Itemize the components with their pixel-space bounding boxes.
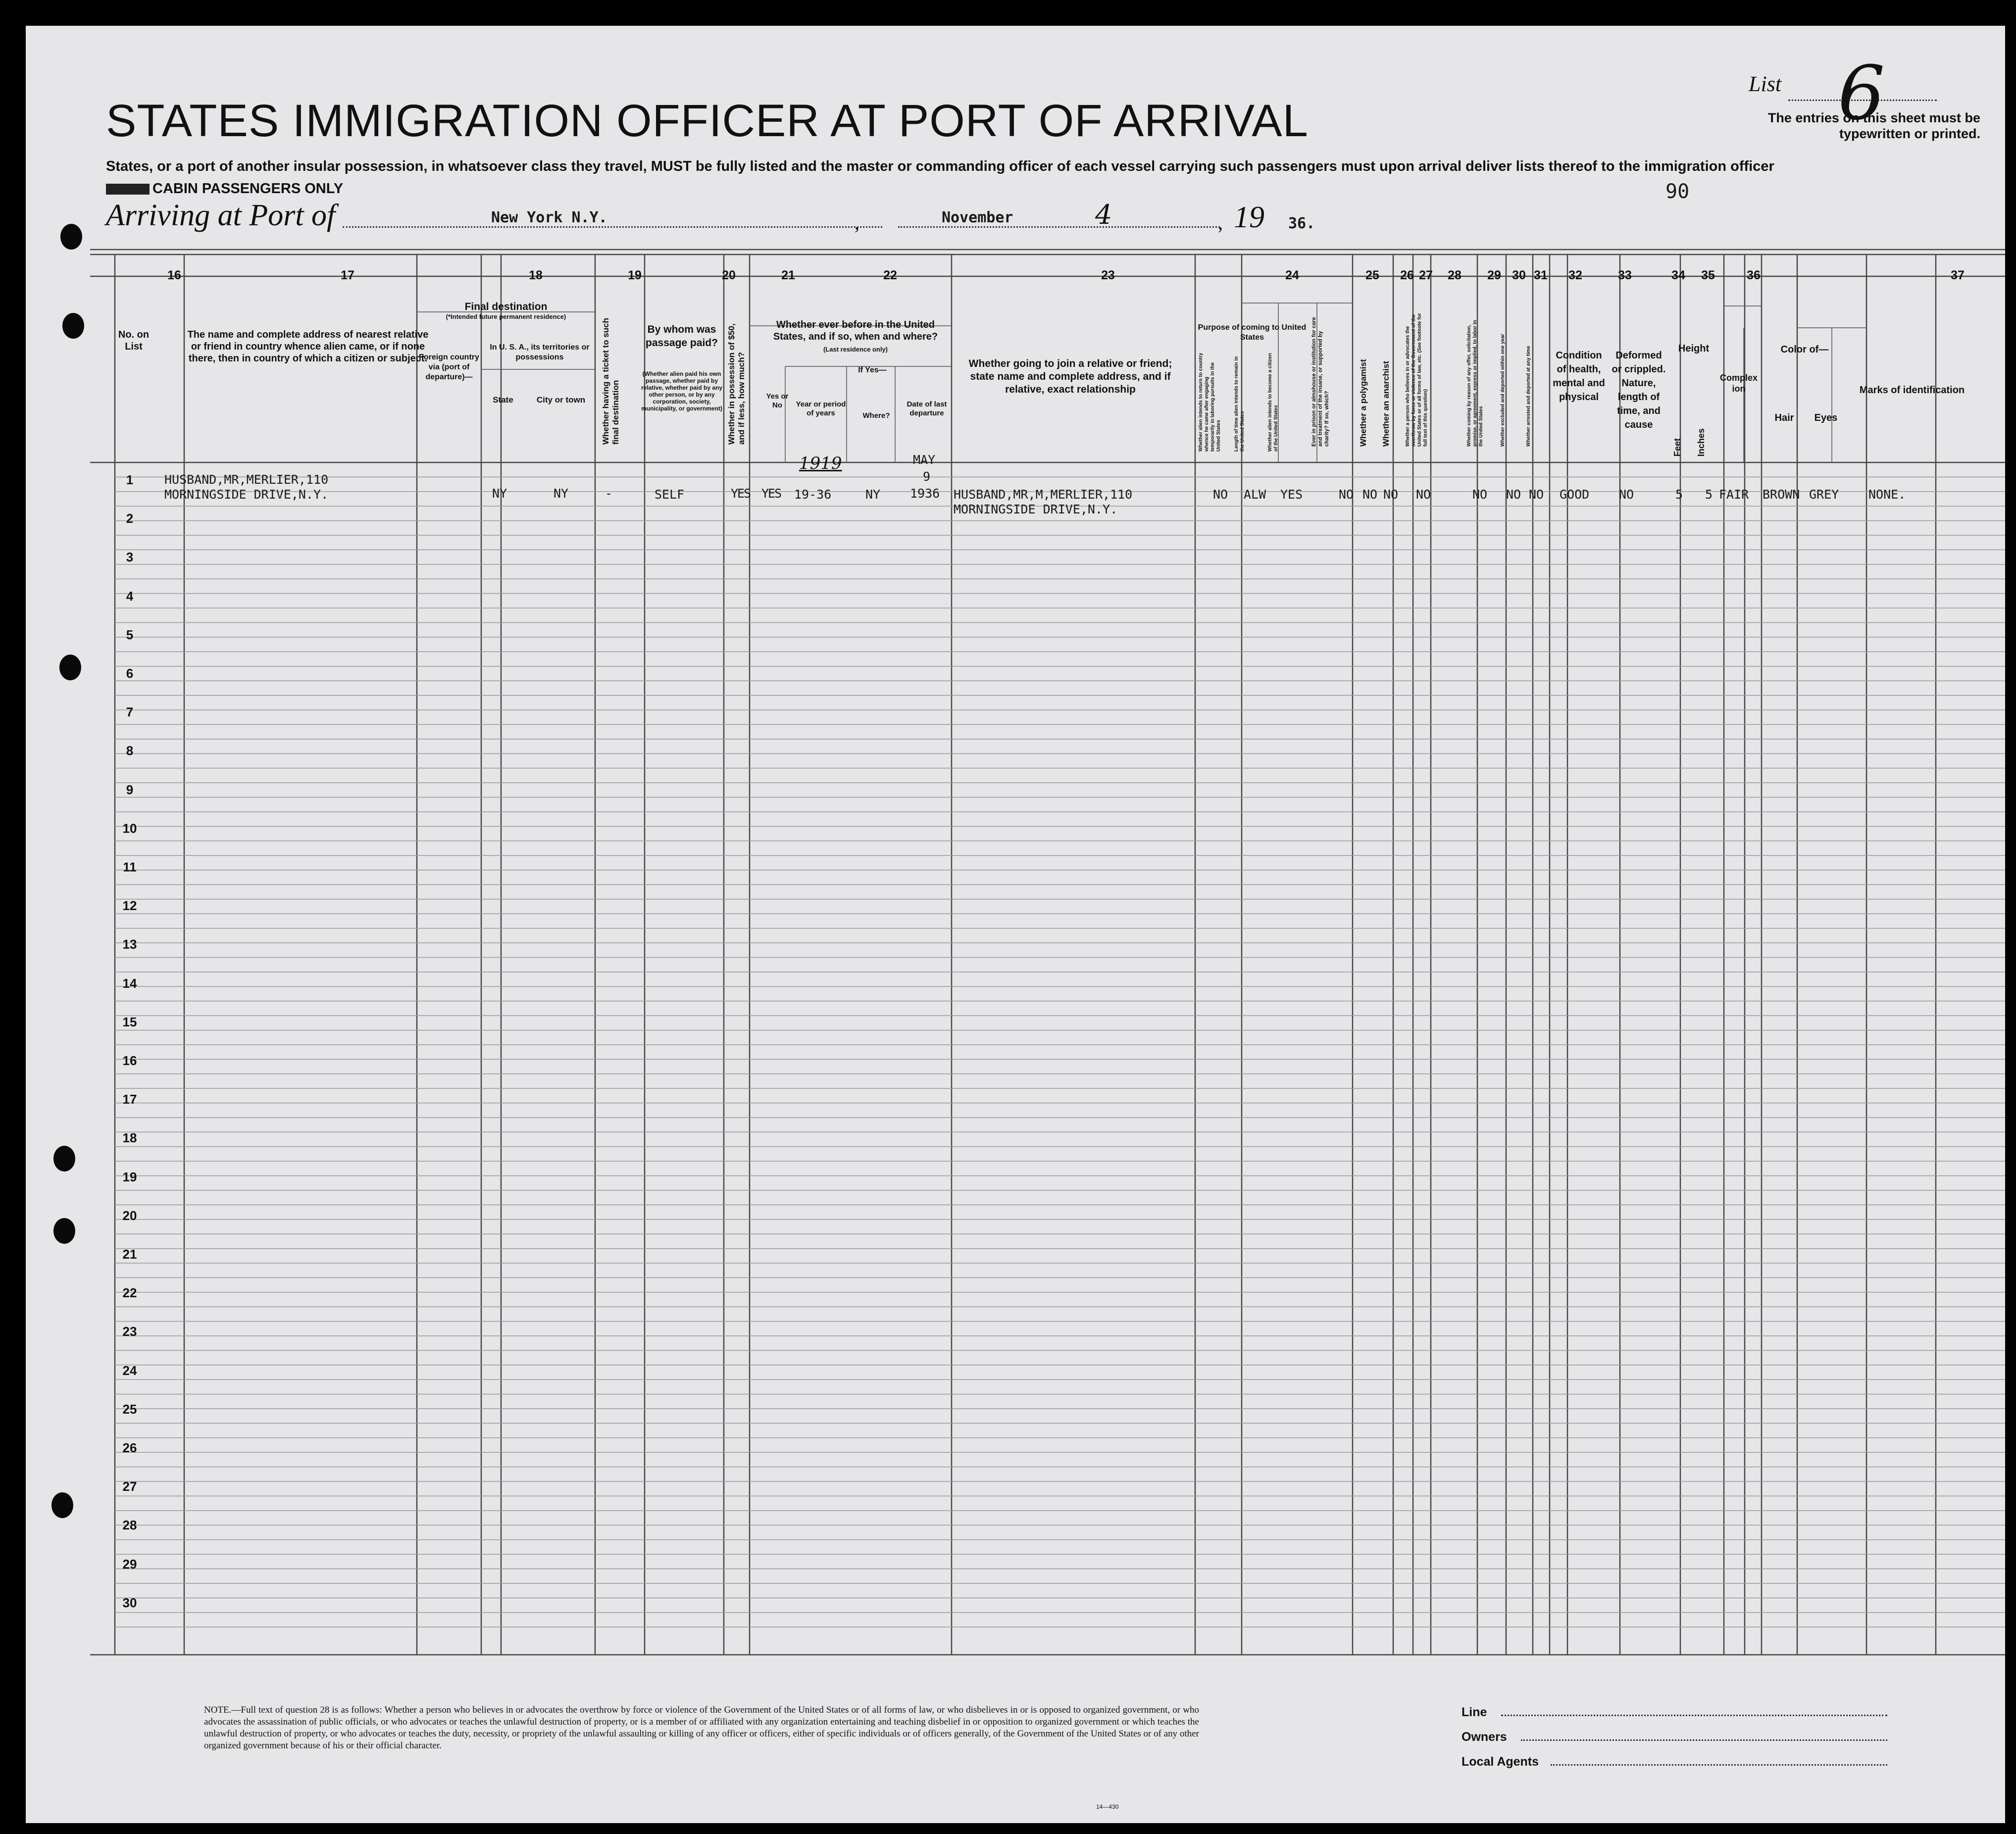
entry-departure-month: MAY bbox=[913, 453, 936, 467]
arrival-month: November bbox=[942, 209, 1013, 226]
header-relative-abroad: The name and complete address of nearest relative or friend in country whence alien came, or if none there, then in country of which a citizen or subject. bbox=[187, 329, 429, 364]
local-agents-label: Local Agents bbox=[1462, 1755, 1539, 1769]
line-label: Line bbox=[1462, 1705, 1487, 1719]
column-number: 33 bbox=[1618, 268, 1632, 282]
header-in-usa: In U. S. A., its territories or possessions bbox=[490, 343, 590, 361]
column-number: 19 bbox=[628, 268, 642, 282]
list-number: 6 bbox=[1838, 51, 1885, 137]
entry-feet: 5 bbox=[1675, 487, 1683, 502]
port-of-arrival: New York N.Y. bbox=[491, 209, 607, 226]
entry-departure-day: 9 bbox=[923, 469, 931, 484]
year-prefix: 19 bbox=[1234, 201, 1264, 234]
entry-years: 19-36 bbox=[794, 487, 832, 502]
row-number: 16 bbox=[122, 1053, 137, 1068]
entry-year-handwritten: 1919 bbox=[799, 454, 842, 473]
column-number: 20 bbox=[722, 268, 736, 282]
comma: , bbox=[855, 211, 859, 234]
header-overthrow: Whether a person who believes in or advocates the overthrow by force or violence of the Government of the United States or of all forms of law, etc. (See footnote for full text of this question) bbox=[1405, 313, 1428, 447]
header-deported: Whether arrested and deported at any time bbox=[1526, 346, 1531, 447]
entry-deformed: NO bbox=[1619, 487, 1634, 502]
entry-passage-paid-by: SELF bbox=[655, 487, 685, 502]
header-complexion: Complexion bbox=[1719, 373, 1758, 394]
entry-health: GOOD bbox=[1560, 487, 1590, 502]
entry-excluded: NO bbox=[1506, 487, 1521, 502]
row-number: 9 bbox=[126, 782, 134, 797]
entry-deported: NO bbox=[1529, 487, 1544, 502]
punch-hole bbox=[53, 1146, 75, 1172]
entry-marks: NONE. bbox=[1868, 487, 1906, 502]
header-joining-relative: Whether going to join a relative or friend; state name and complete address, and if relative, exact relationship bbox=[968, 358, 1172, 395]
header-yes-no: Yes or No bbox=[766, 392, 789, 409]
header-prison: Ever in prison or almshouse or institution for care and treatment of the insane, or supported by charity? If so, which? bbox=[1311, 317, 1330, 447]
entry-length-of-stay: ALW bbox=[1244, 487, 1266, 502]
entry-prison: NO bbox=[1339, 487, 1354, 502]
header-purpose-citizen: Whether alien intends to become a citizen of the United States bbox=[1267, 353, 1279, 452]
row-number: 24 bbox=[122, 1363, 137, 1378]
header-purpose-length: Length of time alien intends to remain in the United States bbox=[1234, 356, 1245, 452]
row-number: 8 bbox=[126, 743, 134, 759]
row-number: 11 bbox=[123, 860, 137, 874]
column-number: 23 bbox=[1101, 268, 1115, 282]
redaction-mark bbox=[106, 184, 150, 195]
row-number: 17 bbox=[122, 1092, 137, 1107]
header-color-of: Color of— bbox=[1780, 344, 1829, 355]
header-deformed: Deformed or crippled. Nature, length of time, and cause bbox=[1612, 350, 1666, 430]
header-ticket: Whether having a ticket to such final destination bbox=[601, 318, 620, 445]
cabin-label-text: CABIN PASSENGERS ONLY bbox=[152, 181, 344, 197]
row-number: 30 bbox=[122, 1595, 137, 1610]
comma: , bbox=[1218, 211, 1223, 234]
punch-hole bbox=[59, 655, 81, 680]
column-number: 37 bbox=[1951, 268, 1965, 282]
row-number: 1 bbox=[126, 472, 134, 487]
entry-where: NY bbox=[865, 487, 881, 502]
entry-anarchist: NO bbox=[1383, 487, 1399, 502]
header-passage-paid: By whom was passage paid? bbox=[646, 324, 718, 349]
punch-hole bbox=[60, 224, 82, 250]
column-number: 21 bbox=[781, 268, 795, 282]
row-number: 2 bbox=[126, 511, 134, 526]
entry-been-in-us: YES bbox=[761, 486, 781, 501]
header-health: Condition of health, mental and physical bbox=[1553, 350, 1605, 403]
year-suffix: 36. bbox=[1288, 215, 1315, 232]
row-number: 12 bbox=[122, 898, 137, 914]
manifest-table-grid bbox=[90, 249, 2005, 1681]
column-number: 16 bbox=[167, 268, 181, 282]
row-number: 27 bbox=[122, 1479, 137, 1494]
row-number: 7 bbox=[126, 705, 134, 720]
header-purpose: Purpose of coming to United States bbox=[1198, 323, 1307, 342]
header-if-yes: If Yes— bbox=[858, 366, 887, 374]
header-eyes: Eyes bbox=[1814, 412, 1838, 423]
list-label: List bbox=[1749, 72, 1782, 96]
column-number: 28 bbox=[1448, 268, 1462, 282]
column-number: 22 bbox=[883, 268, 897, 282]
row-number: 23 bbox=[122, 1324, 137, 1339]
header-excluded: Whether excluded and deported within one year bbox=[1500, 334, 1506, 447]
entry-overthrow: NO bbox=[1416, 487, 1431, 502]
header-last-residence: (Last residence only) bbox=[823, 346, 888, 353]
header-ever-in-us: Whether ever before in the United States, and if so, when and where? bbox=[773, 319, 938, 342]
form-number: 14—430 bbox=[1096, 1803, 1119, 1810]
entry-relative-abroad-line1: HUSBAND,MR,MERLIER,110 bbox=[164, 472, 329, 487]
header-labor-offer: Whether coming by reason of any offer, solicitation, promise, or agreement, express or implied, to labor in the United States bbox=[1466, 320, 1484, 447]
header-final-destination-sub: (*Intended future permanent residence) bbox=[446, 313, 566, 320]
manifest-page bbox=[26, 26, 2005, 1823]
header-feet: Feet bbox=[1672, 438, 1682, 457]
arrival-day: 4 bbox=[1095, 199, 1112, 230]
entries-instruction: The entries on this sheet must be typewritten or printed. bbox=[1767, 110, 1980, 141]
row-number: 28 bbox=[122, 1518, 137, 1533]
row-number: 4 bbox=[126, 588, 134, 604]
header-purpose-return: Whether alien intends to return to country whence he came after engaging temporarily in laboring pursuits in the United States bbox=[1198, 353, 1221, 452]
header-height: Height bbox=[1678, 343, 1710, 354]
document-title: STATES IMMIGRATION OFFICER AT PORT OF ARRIVAL bbox=[106, 96, 1309, 146]
header-no-on-list: No. on List bbox=[118, 329, 150, 352]
row-number: 6 bbox=[126, 666, 134, 681]
entry-state: NY bbox=[492, 486, 507, 501]
entry-return-intent: NO bbox=[1213, 487, 1228, 502]
row-number: 5 bbox=[126, 627, 134, 642]
column-number: 32 bbox=[1568, 268, 1582, 282]
header-state: State bbox=[493, 395, 513, 405]
column-number: 17 bbox=[341, 268, 354, 282]
arriving-label: Arriving at Port of bbox=[106, 199, 336, 232]
column-number: 24 bbox=[1285, 268, 1299, 282]
entry-ticket: - bbox=[605, 486, 613, 501]
header-where: Where? bbox=[862, 411, 890, 420]
row-number: 15 bbox=[122, 1014, 137, 1029]
header-polygamist: Whether a polygamist bbox=[1359, 359, 1368, 447]
entry-become-citizen: YES bbox=[1280, 487, 1303, 502]
punch-hole bbox=[51, 1492, 73, 1518]
column-number: 25 bbox=[1365, 268, 1379, 282]
header-foreign-country: Foreign country via (port of departure)— bbox=[419, 353, 479, 381]
row-number: 14 bbox=[122, 975, 137, 991]
header-hair: Hair bbox=[1774, 412, 1794, 423]
header-marks: Marks of identification bbox=[1859, 385, 1965, 396]
entry-eyes: GREY bbox=[1809, 487, 1839, 502]
column-number: 35 bbox=[1701, 268, 1715, 282]
header-inches: Inches bbox=[1696, 428, 1706, 457]
column-number: 29 bbox=[1487, 268, 1501, 282]
punch-hole bbox=[53, 1218, 75, 1244]
entry-complexion: FAIR bbox=[1719, 487, 1749, 502]
header-last-departure: Date of last departure bbox=[907, 400, 947, 417]
margin-number: 90 bbox=[1665, 180, 1690, 203]
entry-hair: BROWN bbox=[1763, 487, 1800, 502]
entry-inches: 5 bbox=[1705, 487, 1713, 502]
entry-joining-line2: MORNINGSIDE DRIVE,N.Y. bbox=[954, 502, 1118, 516]
row-number: 13 bbox=[122, 937, 137, 952]
header-passage-paid-sub: (Whether alien paid his own passage, whether paid by relative, whether paid by any other person, or by any corporation, society, municipality, or government) bbox=[641, 370, 723, 412]
entry-city: NY bbox=[554, 486, 569, 501]
owners-label: Owners bbox=[1462, 1730, 1507, 1744]
column-number: 27 bbox=[1419, 268, 1433, 282]
entry-labor-offer: NO bbox=[1472, 487, 1488, 502]
entry-joining-line1: HUSBAND,MR,M,MERLIER,110 bbox=[954, 487, 1133, 502]
header-anarchist: Whether an anarchist bbox=[1381, 361, 1391, 447]
cabin-class-label bbox=[106, 181, 343, 197]
footnote-question-28: NOTE.—Full text of question 28 is as follows: Whether a person who believes in or advocates the overthrow by force or violence of the Government of the United States or of all forms of law, or who disbelieves in or is opposed to organized government, or who advocates the assassination of public officials, or who advocates or teaches the unlawful destruction of property, or is a member of or affiliated with any organization entertaining and teaching disbelief in or opposition to organized government or which teaches the unlawful destruction of property, or who advocates or teaches the duty, necessity, or propriety of the unlawful assaulting or killing of any officer or officers, either of specific individuals or of officers generally, of the Government of the United States or of any other organized government because of his or their official character. bbox=[204, 1705, 1199, 1751]
document-subtitle: States, or a port of another insular possession, in whatsoever class they travel, MUST be fully listed and the master or commanding officer of each vessel carrying such passengers must upon arrival deliver lists thereof to the immigration officer bbox=[106, 158, 1774, 174]
punch-hole bbox=[62, 313, 84, 339]
header-fifty-dollars: Whether in possession of $50, and if less, how much? bbox=[727, 323, 746, 445]
column-number: 18 bbox=[529, 268, 543, 282]
row-number: 29 bbox=[122, 1556, 137, 1572]
entry-departure-year: 1936 bbox=[910, 486, 940, 501]
header-years: Year or period of years bbox=[796, 400, 846, 417]
row-number: 26 bbox=[122, 1440, 137, 1455]
column-number: 26 bbox=[1400, 268, 1414, 282]
row-number: 10 bbox=[122, 820, 137, 836]
row-number: 3 bbox=[126, 550, 134, 565]
row-number: 19 bbox=[122, 1169, 137, 1184]
column-number: 31 bbox=[1534, 268, 1548, 282]
entry-has-fifty: YES bbox=[731, 486, 751, 501]
row-number: 25 bbox=[122, 1401, 137, 1417]
header-city: City or town bbox=[536, 395, 586, 405]
column-number: 30 bbox=[1512, 268, 1526, 282]
column-number: 36 bbox=[1747, 268, 1761, 282]
entry-relative-abroad-line2: MORNINGSIDE DRIVE,N.Y. bbox=[164, 487, 329, 502]
header-final-destination: Final destination bbox=[464, 301, 548, 312]
entry-polygamist: NO bbox=[1362, 487, 1378, 502]
row-number: 22 bbox=[122, 1285, 137, 1301]
row-number: 21 bbox=[122, 1247, 137, 1262]
column-number: 34 bbox=[1671, 268, 1685, 282]
row-number: 20 bbox=[122, 1208, 137, 1223]
row-number: 18 bbox=[122, 1130, 137, 1146]
